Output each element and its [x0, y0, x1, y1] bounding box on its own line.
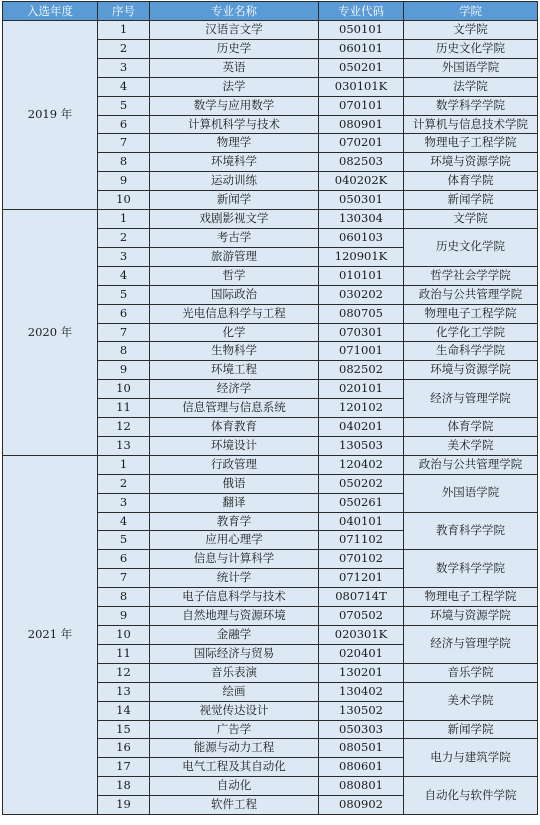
- major-code-cell: 070201: [319, 134, 404, 153]
- college-cell: 政治与公共管理学院: [404, 455, 538, 474]
- major-code-cell: 050101: [319, 21, 404, 40]
- index-cell: 7: [98, 134, 150, 153]
- index-cell: 10: [98, 191, 150, 210]
- index-cell: 2: [98, 228, 150, 247]
- major-name-cell: 能源与动力工程: [150, 739, 319, 758]
- major-name-cell: 金融学: [150, 626, 319, 645]
- table-row: [3, 21, 538, 40]
- major-name-cell: 戏剧影视文学: [150, 210, 319, 229]
- major-code-cell: 130503: [319, 436, 404, 455]
- major-name-cell: 旅游管理: [150, 247, 319, 266]
- index-cell: 10: [98, 626, 150, 645]
- college-cell: 化学化工学院: [404, 323, 538, 342]
- index-cell: 4: [98, 77, 150, 96]
- college-cell: 美术学院: [404, 682, 538, 720]
- major-code-cell: 120901K: [319, 247, 404, 266]
- index-cell: 5: [98, 96, 150, 115]
- college-cell: 物理电子工程学院: [404, 588, 538, 607]
- major-name-cell: 信息与计算科学: [150, 550, 319, 569]
- major-name-cell: 生物科学: [150, 342, 319, 361]
- index-cell: 16: [98, 739, 150, 758]
- index-cell: 8: [98, 588, 150, 607]
- header-row: [3, 2, 538, 21]
- major-code-cell: 050303: [319, 720, 404, 739]
- college-cell: 外国语学院: [404, 58, 538, 77]
- index-cell: 9: [98, 172, 150, 191]
- college-cell: 环境与资源学院: [404, 361, 538, 380]
- college-cell: 计算机与信息技术学院: [404, 115, 538, 134]
- major-name-cell: 计算机科学与技术: [150, 115, 319, 134]
- index-cell: 6: [98, 115, 150, 134]
- index-cell: 19: [98, 796, 150, 815]
- college-cell: 政治与公共管理学院: [404, 285, 538, 304]
- major-name-cell: 翻译: [150, 493, 319, 512]
- index-cell: 10: [98, 380, 150, 399]
- college-cell: 美术学院: [404, 436, 538, 455]
- major-code-cell: 130402: [319, 682, 404, 701]
- college-cell: 经济与管理学院: [404, 380, 538, 418]
- major-name-cell: 统计学: [150, 569, 319, 588]
- index-cell: 3: [98, 493, 150, 512]
- college-cell: 体育学院: [404, 172, 538, 191]
- index-cell: 5: [98, 531, 150, 550]
- major-name-cell: 经济学: [150, 380, 319, 399]
- index-cell: 5: [98, 285, 150, 304]
- college-cell: 数学科学学院: [404, 550, 538, 588]
- college-cell: 生命科学学院: [404, 342, 538, 361]
- major-code-cell: 040202K: [319, 172, 404, 191]
- college-cell: 经济与管理学院: [404, 626, 538, 664]
- major-code-cell: 020301K: [319, 626, 404, 645]
- major-code-cell: 082503: [319, 153, 404, 172]
- index-cell: 1: [98, 210, 150, 229]
- major-code-cell: 120102: [319, 399, 404, 418]
- college-cell: 物理电子工程学院: [404, 304, 538, 323]
- major-code-cell: 080901: [319, 115, 404, 134]
- college-cell: 新闻学院: [404, 720, 538, 739]
- major-name-cell: 物理学: [150, 134, 319, 153]
- major-name-cell: 新闻学: [150, 191, 319, 210]
- index-cell: 6: [98, 304, 150, 323]
- major-name-cell: 俄语: [150, 474, 319, 493]
- college-cell: 电力与建筑学院: [404, 739, 538, 777]
- major-code-cell: 060103: [319, 228, 404, 247]
- index-cell: 15: [98, 720, 150, 739]
- major-name-cell: 英语: [150, 58, 319, 77]
- major-code-cell: 070301: [319, 323, 404, 342]
- college-cell: 哲学社会学学院: [404, 266, 538, 285]
- major-code-cell: 071102: [319, 531, 404, 550]
- major-code-cell: 060101: [319, 39, 404, 58]
- major-name-cell: 光电信息科学与工程: [150, 304, 319, 323]
- index-cell: 18: [98, 777, 150, 796]
- major-code-cell: 130201: [319, 663, 404, 682]
- college-cell: 物理电子工程学院: [404, 134, 538, 153]
- major-code-cell: 070101: [319, 96, 404, 115]
- major-code-cell: 080801: [319, 777, 404, 796]
- college-cell: 文学院: [404, 210, 538, 229]
- index-cell: 1: [98, 455, 150, 474]
- year-cell: 2019 年: [3, 21, 98, 210]
- index-cell: 6: [98, 550, 150, 569]
- major-code-cell: 071001: [319, 342, 404, 361]
- major-name-cell: 化学: [150, 323, 319, 342]
- index-cell: 4: [98, 512, 150, 531]
- index-cell: 7: [98, 323, 150, 342]
- index-cell: 11: [98, 399, 150, 418]
- college-cell: 法学院: [404, 77, 538, 96]
- table-body: [3, 21, 538, 815]
- major-code-cell: 020101: [319, 380, 404, 399]
- college-cell: 环境与资源学院: [404, 607, 538, 626]
- year-cell: 2020 年: [3, 210, 98, 456]
- major-name-cell: 运动训练: [150, 172, 319, 191]
- index-cell: 13: [98, 682, 150, 701]
- table-row: [3, 210, 538, 229]
- major-code-cell: 080705: [319, 304, 404, 323]
- major-name-cell: 历史学: [150, 39, 319, 58]
- index-cell: 7: [98, 569, 150, 588]
- major-name-cell: 体育教育: [150, 418, 319, 437]
- major-name-cell: 环境设计: [150, 436, 319, 455]
- major-name-cell: 法学: [150, 77, 319, 96]
- major-code-cell: 082502: [319, 361, 404, 380]
- major-name-cell: 自然地理与资源环境: [150, 607, 319, 626]
- major-code-cell: 030101K: [319, 77, 404, 96]
- header-major-code: 专业代码: [319, 2, 404, 21]
- major-code-cell: 050261: [319, 493, 404, 512]
- index-cell: 13: [98, 436, 150, 455]
- college-cell: 教育科学学院: [404, 512, 538, 550]
- major-name-cell: 教育学: [150, 512, 319, 531]
- college-cell: 新闻学院: [404, 191, 538, 210]
- major-name-cell: 汉语言文学: [150, 21, 319, 40]
- college-cell: 历史文化学院: [404, 228, 538, 266]
- major-name-cell: 环境科学: [150, 153, 319, 172]
- header-major-name: 专业名称: [150, 2, 319, 21]
- major-code-cell: 080714T: [319, 588, 404, 607]
- index-cell: 2: [98, 39, 150, 58]
- major-name-cell: 电子信息科学与技术: [150, 588, 319, 607]
- header-index: 序号: [98, 2, 150, 21]
- index-cell: 3: [98, 58, 150, 77]
- major-name-cell: 国际经济与贸易: [150, 644, 319, 663]
- major-code-cell: 080601: [319, 758, 404, 777]
- major-code-cell: 120402: [319, 455, 404, 474]
- college-cell: 音乐学院: [404, 663, 538, 682]
- index-cell: 12: [98, 663, 150, 682]
- index-cell: 2: [98, 474, 150, 493]
- major-code-cell: 080902: [319, 796, 404, 815]
- major-code-cell: 130304: [319, 210, 404, 229]
- college-cell: 历史文化学院: [404, 39, 538, 58]
- major-code-cell: 040201: [319, 418, 404, 437]
- index-cell: 8: [98, 153, 150, 172]
- index-cell: 12: [98, 418, 150, 437]
- college-cell: 外国语学院: [404, 474, 538, 512]
- major-code-cell: 020401: [319, 644, 404, 663]
- major-code-cell: 050301: [319, 191, 404, 210]
- college-cell: 环境与资源学院: [404, 153, 538, 172]
- year-cell: 2021 年: [3, 455, 98, 814]
- major-code-cell: 080501: [319, 739, 404, 758]
- index-cell: 4: [98, 266, 150, 285]
- college-cell: 体育学院: [404, 418, 538, 437]
- major-code-cell: 010101: [319, 266, 404, 285]
- index-cell: 17: [98, 758, 150, 777]
- index-cell: 9: [98, 361, 150, 380]
- index-cell: 9: [98, 607, 150, 626]
- major-code-cell: 070502: [319, 607, 404, 626]
- major-code-cell: 050202: [319, 474, 404, 493]
- major-code-cell: 030202: [319, 285, 404, 304]
- index-cell: 1: [98, 21, 150, 40]
- major-code-cell: 070102: [319, 550, 404, 569]
- index-cell: 14: [98, 701, 150, 720]
- header-college: 学院: [404, 2, 538, 21]
- major-name-cell: 国际政治: [150, 285, 319, 304]
- major-name-cell: 绘画: [150, 682, 319, 701]
- major-code-cell: 050201: [319, 58, 404, 77]
- majors-table: [2, 1, 538, 815]
- major-name-cell: 应用心理学: [150, 531, 319, 550]
- major-code-cell: 130502: [319, 701, 404, 720]
- major-name-cell: 广告学: [150, 720, 319, 739]
- major-name-cell: 数学与应用数学: [150, 96, 319, 115]
- major-name-cell: 考古学: [150, 228, 319, 247]
- major-name-cell: 音乐表演: [150, 663, 319, 682]
- major-name-cell: 电气工程及其自动化: [150, 758, 319, 777]
- table-row: [3, 455, 538, 474]
- major-name-cell: 环境工程: [150, 361, 319, 380]
- major-name-cell: 信息管理与信息系统: [150, 399, 319, 418]
- college-cell: 数学科学学院: [404, 96, 538, 115]
- major-code-cell: 040101: [319, 512, 404, 531]
- major-name-cell: 视觉传达设计: [150, 701, 319, 720]
- index-cell: 8: [98, 342, 150, 361]
- index-cell: 11: [98, 644, 150, 663]
- major-name-cell: 哲学: [150, 266, 319, 285]
- major-name-cell: 行政管理: [150, 455, 319, 474]
- major-name-cell: 自动化: [150, 777, 319, 796]
- college-cell: 自动化与软件学院: [404, 777, 538, 815]
- index-cell: 3: [98, 247, 150, 266]
- college-cell: 文学院: [404, 21, 538, 40]
- header-year: 入选年度: [3, 2, 98, 21]
- major-name-cell: 软件工程: [150, 796, 319, 815]
- major-code-cell: 071201: [319, 569, 404, 588]
